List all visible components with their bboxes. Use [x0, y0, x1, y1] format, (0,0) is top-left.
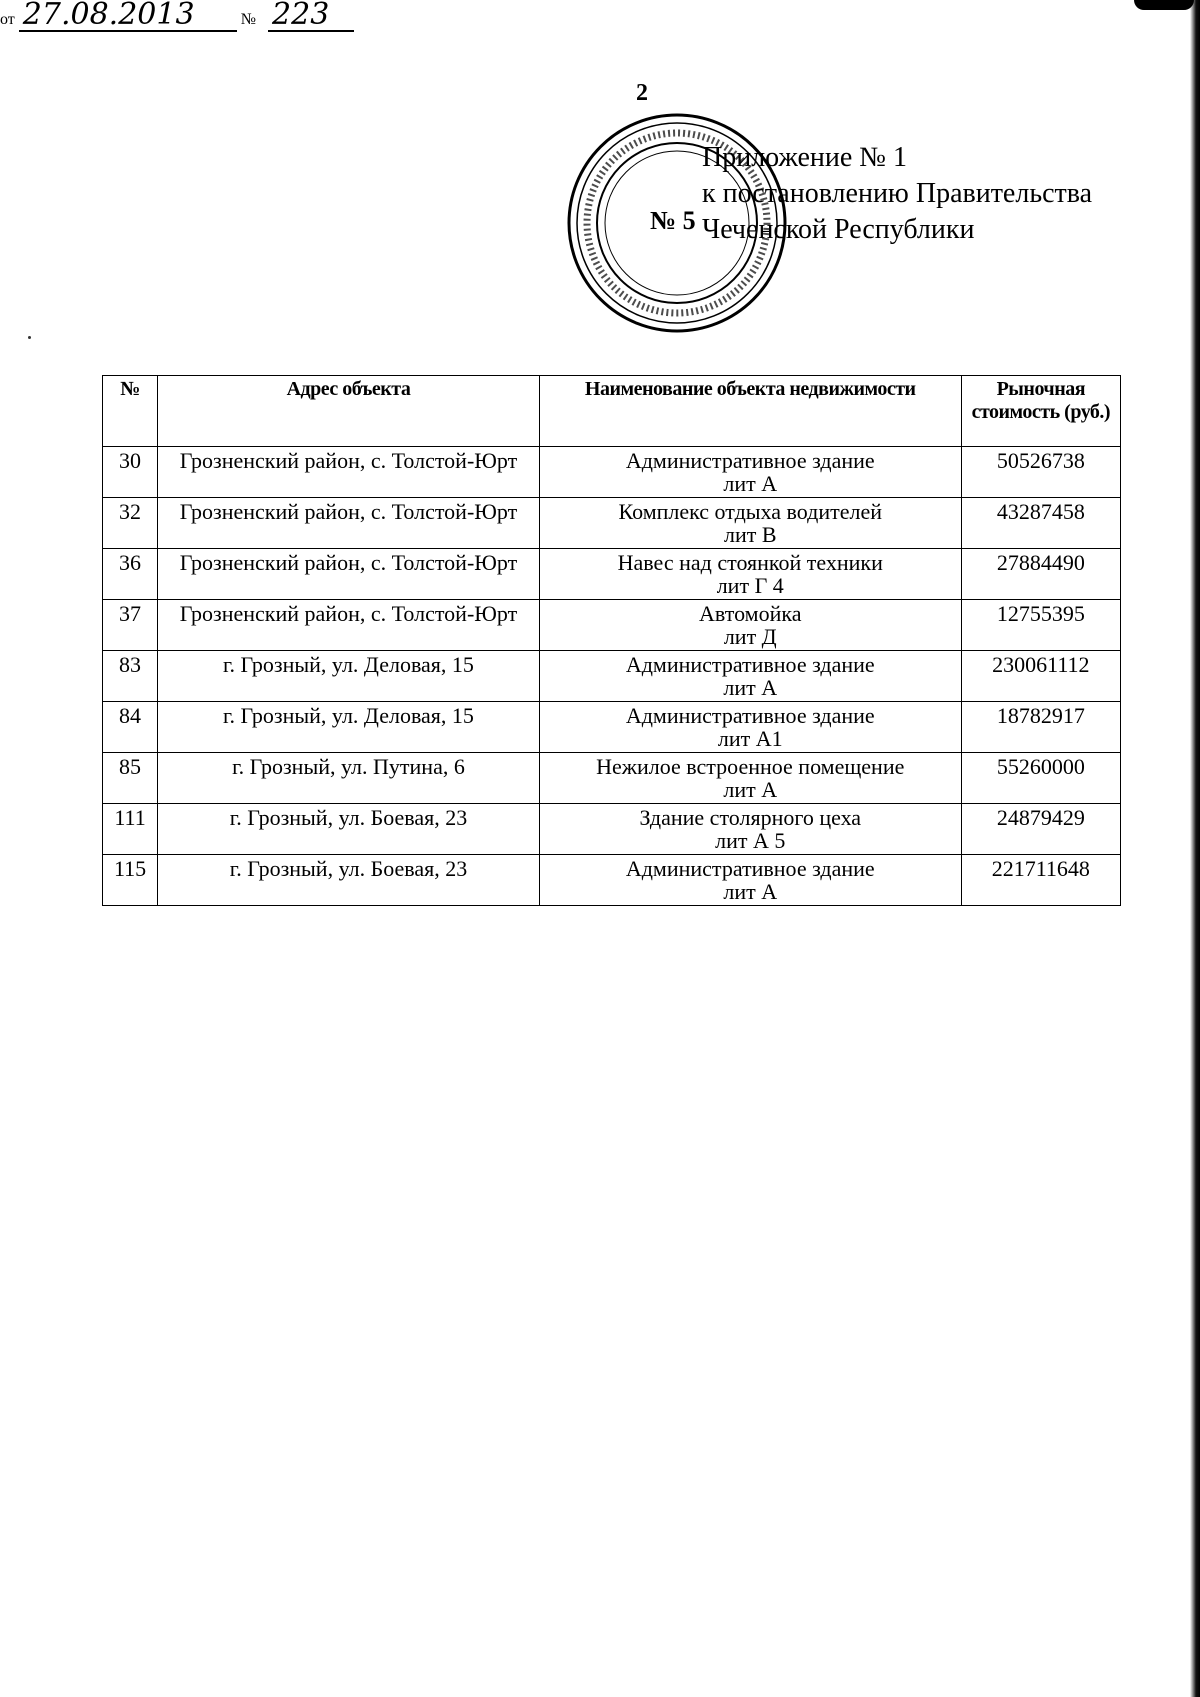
table-row — [103, 804, 1121, 855]
object-lit: лит В — [723, 522, 777, 547]
object-name: Навес над стоянкой техники — [617, 550, 883, 575]
handwritten-number: 223 — [268, 0, 354, 32]
table-row — [103, 753, 1121, 804]
cell-value: 43287458 — [961, 498, 1120, 549]
resolution-date-line — [0, 0, 1200, 32]
cell-value: 221711648 — [961, 855, 1120, 906]
cell-address: Грозненский район, с. Толстой-Юрт — [158, 447, 540, 498]
cell-address: г. Грозный, ул. Боевая, 23 — [158, 804, 540, 855]
cell-number: 83 — [103, 651, 158, 702]
appendix-line-resolution: к постановлению Правительства — [702, 178, 1093, 209]
cell-name — [539, 651, 961, 702]
cell-value: 55260000 — [961, 753, 1120, 804]
table-body — [103, 447, 1121, 906]
table-row — [103, 600, 1121, 651]
table-header-row — [103, 376, 1121, 447]
cell-name — [539, 804, 961, 855]
object-lit: лит А — [723, 879, 778, 904]
object-name: Комплекс отдыха водителей — [618, 499, 882, 524]
cell-name — [539, 855, 961, 906]
cell-address: г. Грозный, ул. Деловая, 15 — [158, 702, 540, 753]
object-lit: лит Д — [723, 624, 777, 649]
cell-value: 12755395 — [961, 600, 1120, 651]
number-label: № — [240, 11, 257, 28]
scan-corner-mark — [1134, 0, 1194, 10]
appendix-line-republic: Чеченской Республики — [702, 214, 975, 245]
property-table — [102, 375, 1121, 906]
stamp-number: № 5 — [650, 206, 696, 235]
scan-speck — [28, 336, 31, 339]
cell-name — [539, 753, 961, 804]
cell-name — [539, 549, 961, 600]
cell-value: 50526738 — [961, 447, 1120, 498]
table-row — [103, 651, 1121, 702]
handwritten-date: 27.08.2013 — [19, 0, 237, 32]
cell-name — [539, 702, 961, 753]
cell-address: г. Грозный, ул. Деловая, 15 — [158, 651, 540, 702]
cell-address: Грозненский район, с. Толстой-Юрт — [158, 549, 540, 600]
page-number: 2 — [636, 80, 648, 106]
cell-name — [539, 498, 961, 549]
object-name: Автомойка — [699, 601, 802, 626]
object-lit: лит А — [723, 777, 778, 802]
object-lit: лит Г 4 — [716, 573, 784, 598]
cell-number: 85 — [103, 753, 158, 804]
object-name: Административное здание — [625, 448, 875, 473]
cell-address: Грозненский район, с. Толстой-Юрт — [158, 600, 540, 651]
cell-value: 18782917 — [961, 702, 1120, 753]
appendix-header — [702, 140, 1092, 248]
object-name: Здание столярного цеха — [639, 805, 862, 830]
table-row — [103, 447, 1121, 498]
cell-number: 111 — [103, 804, 158, 855]
cell-address: г. Грозный, ул. Путина, 6 — [158, 753, 540, 804]
column-header-number: № — [103, 376, 158, 447]
cell-value: 230061112 — [961, 651, 1120, 702]
cell-number: 115 — [103, 855, 158, 906]
column-header-value: Рыночная стоимость (руб.) — [961, 376, 1120, 447]
cell-value: 27884490 — [961, 549, 1120, 600]
table-row — [103, 549, 1121, 600]
object-lit: лит А — [723, 471, 778, 496]
object-name: Нежилое встроенное помещение — [596, 754, 905, 779]
object-lit: лит А 5 — [715, 828, 786, 853]
cell-number: 30 — [103, 447, 158, 498]
object-name: Административное здание — [625, 703, 875, 728]
appendix-title: Приложение № 1 — [702, 142, 907, 173]
cell-number: 32 — [103, 498, 158, 549]
table-row — [103, 855, 1121, 906]
object-name: Административное здание — [625, 856, 875, 881]
cell-number: 84 — [103, 702, 158, 753]
scan-edge-shadow — [1190, 0, 1200, 1697]
cell-value: 24879429 — [961, 804, 1120, 855]
cell-name — [539, 600, 961, 651]
column-header-name: Наименование объекта недвижимости — [539, 376, 961, 447]
table-row — [103, 498, 1121, 549]
column-header-address: Адрес объекта — [158, 376, 540, 447]
cell-number: 37 — [103, 600, 158, 651]
cell-address: Грозненский район, с. Толстой-Юрт — [158, 498, 540, 549]
object-lit: лит А — [723, 675, 778, 700]
object-lit: лит А1 — [717, 726, 783, 751]
cell-name — [539, 447, 961, 498]
date-prefix: от — [0, 11, 15, 28]
table-row — [103, 702, 1121, 753]
cell-address: г. Грозный, ул. Боевая, 23 — [158, 855, 540, 906]
object-name: Административное здание — [625, 652, 875, 677]
cell-number: 36 — [103, 549, 158, 600]
